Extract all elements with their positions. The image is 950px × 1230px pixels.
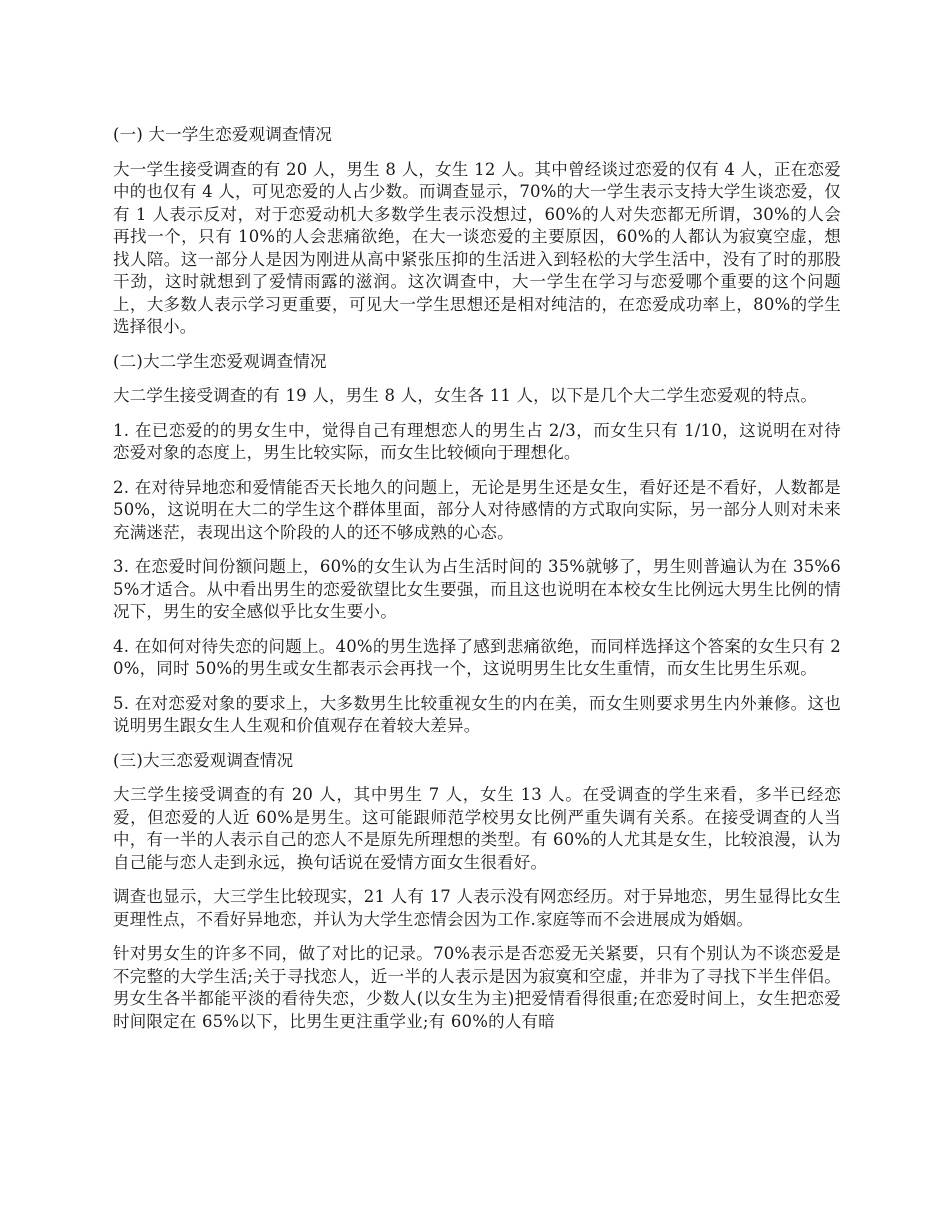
section-2-point-4: 4. 在如何对待失恋的问题上。40%的男生选择了感到悲痛欲绝，而同样选择这个答案的女生只有 20%，同时 50%的男生或女生都表示会再找一个，这说明男生比女生重情，而女生比男生乐观。 <box>113 636 841 678</box>
section-3-paragraph-1: 大三学生接受调查的有 20 人，其中男生 7 人，女生 13 人。在受调查的学生来看，多半已经恋爱，但恋爱的人近 60%是男生。这可能跟师范学校男女比例严重失调有关系。在接受调查的人当中，有一半的人表示自己的恋人不是原先所理想的类型。有 60%的人尤其是女生，比较浪漫，认为自己能与恋人走到永远，换句话说在爱情方面女生很看好。 <box>113 785 841 872</box>
section-2-point-1: 1. 在已恋爱的的男女生中，觉得自己有理想恋人的男生占 2/3，而女生只有 1/10，这说明在对待恋爱对象的态度上，男生比较实际，而女生比较倾向于理想化。 <box>113 420 841 462</box>
section-1-heading: (一) 大一学生恋爱观调查情况 <box>113 125 333 144</box>
section-3-paragraph-3: 针对男女生的许多不同，做了对比的记录。70%表示是否恋爱无关紧要，只有个别认为不谈恋爱是不完整的大学生活;关于寻找恋人，近一半的人表示是因为寂寞和空虚，并非为了寻找下半生伴侣。男女生各半都能平淡的看待失恋，少数人(以女生为主)把爱情看得很重;在恋爱时间上，女生把恋爱时间限定在 65%以下，比男生更注重学业;有 60%的人有暗 <box>113 944 841 1031</box>
section-2-point-3: 3. 在恋爱时间份额问题上，60%的女生认为占生活时间的 35%就够了，男生则普遍认为在 35%65%才适合。从中看出男生的恋爱欲望比女生要强，而且这也说明在本校女生比例远大男生比例的情况下，男生的安全感似乎比女生要小。 <box>113 557 841 621</box>
section-3-heading: (三)大三恋爱观调查情况 <box>113 750 294 770</box>
section-2-heading: (二)大二学生恋爱观调查情况 <box>113 351 327 371</box>
section-2-paragraph-1: 大二学生接受调查的有 19 人，男生 8 人，女生各 11 人，以下是几个大二学生恋爱观的特点。 <box>113 386 818 405</box>
section-1-paragraph-1: 大一学生接受调查的有 20 人，男生 8 人，女生 12 人。其中曾经谈过恋爱的仅有 4 人，正在恋爱中的也仅有 4 人，可见恋爱的人占少数。而调查显示，70%的大一学生表示支持大学生谈恋爱，仅有 1 人表示反对，对于恋爱动机大多数学生表示没想过，60%的人对失恋都无所谓，30%的人会再找一个，只有 10%的人会悲痛欲绝，在大一谈恋爱的主要原因，60%的人都认为寂寞空虚，想找人陪。这一部分人是因为刚进从高中紧张压抑的生活进入到轻松的大学生活中，没有了时的那股干劲，这时就想到了爱情雨露的滋润。这次调查中，大一学生在学习与恋爱哪个重要的这个问题上，大多数人表示学习更重要，可见大一学生思想还是相对纯洁的，在恋爱成功率上，80%的学生选择很小。 <box>113 159 841 336</box>
section-2-point-5: 5. 在对恋爱对象的要求上，大多数男生比较重视女生的内在美，而女生则要求男生内外兼修。这也说明男生跟女生人生观和价值观存在着较大差异。 <box>113 693 841 735</box>
section-3-paragraph-2: 调查也显示，大三学生比较现实，21 人有 17 人表示没有网恋经历。对于异地恋，男生显得比女生更理性点，不看好异地恋，并认为大学生恋情会因为工作.家庭等而不会进展成为婚姻。 <box>113 887 841 929</box>
section-2-point-2: 2. 在对待异地恋和爱情能否天长地久的问题上，无论是男生还是女生，看好还是不看好，人数都是 50%，这说明在大二的学生这个群体里面，部分人对待感情的方式取向实际，另一部分人则对未来充满迷茫，表现出这个阶段的人的还不够成熟的心态。 <box>113 477 841 542</box>
document-page <box>113 124 841 1045</box>
